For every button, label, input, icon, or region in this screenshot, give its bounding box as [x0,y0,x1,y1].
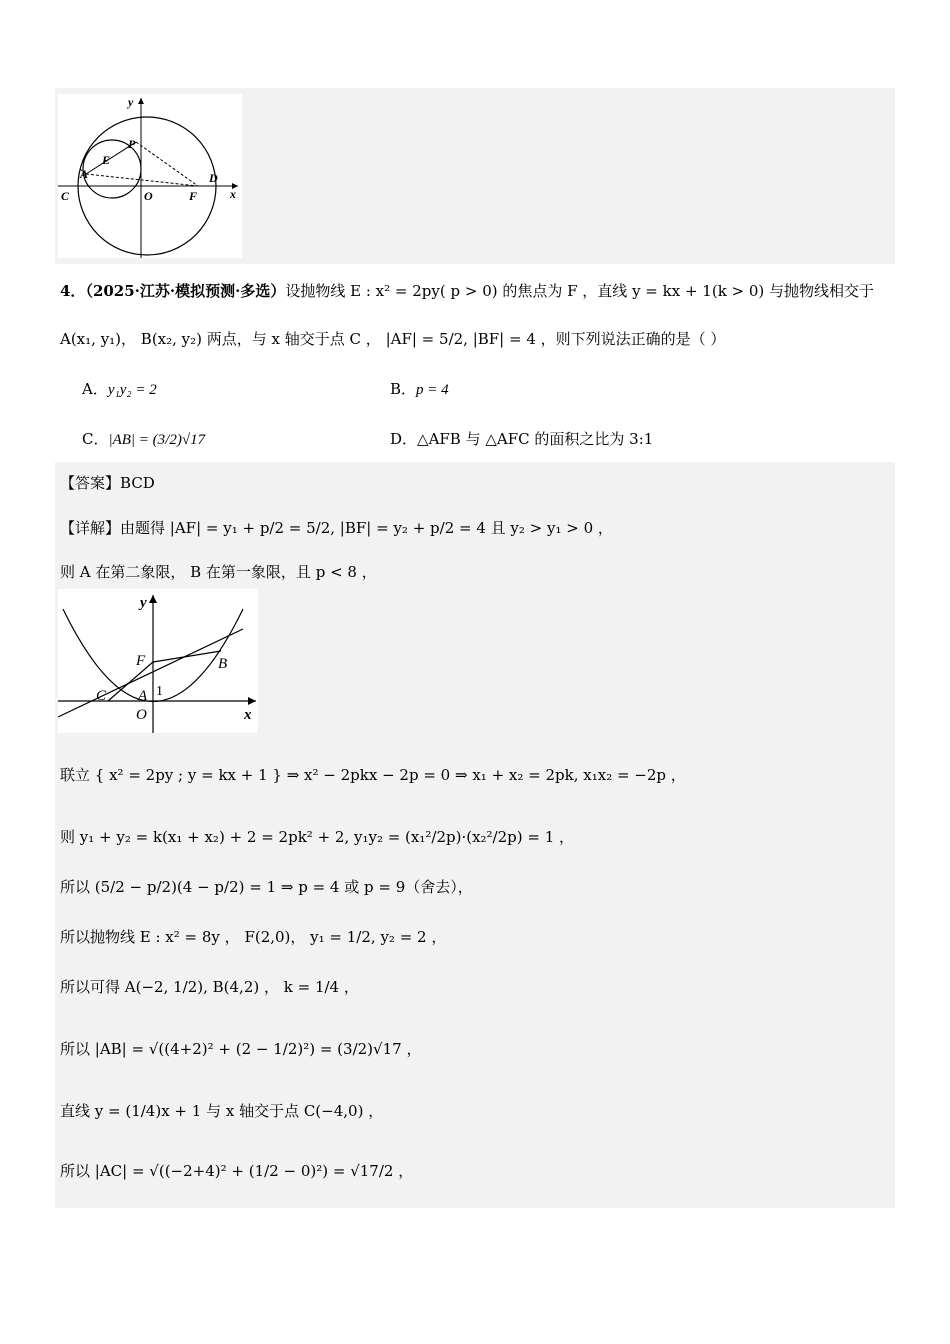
solution-line-10: 所以 |AC| = √((−2+4)² + (1/2 − 0)²) = √17/2 ， [60,1162,414,1180]
solution-line-3: 联立 { x² = 2py ; y = kx + 1 } ⇒ x² − 2pkx − 2p = 0 ⇒ x₁ + x₂ = 2pk, x₁x₂ = −2p ， [60,766,686,784]
fig2-label-x: x [244,707,252,723]
solution-line-7: 所以可得 A(−2, 1/2), B(4,2) ， k = 1/4 ， [60,978,359,996]
fig1-label-P: P [128,137,136,151]
question-text-1: 设抛物线 E : x² = 2py( p > 0) 的焦点为 F ，直线 y = kx + 1(k > 0) 与抛物线相交于 [285,282,875,300]
fig2-label-F: F [136,653,146,669]
fig1-label-E: E [102,153,111,167]
solution-line-2: 则 A 在第二象限， B 在第一象限，且 p < 8 ， [60,563,377,581]
solution-line-8: 所以 |AB| = √((4+2)² + (2 − 1/2)²) = (3/2)√17 ， [60,1040,422,1058]
solution-line-9: 直线 y = (1/4)x + 1 与 x 轴交于点 C(−4,0) ， [60,1102,384,1120]
fig1-label-F: F [189,189,198,203]
fig2-label-y: y [140,595,147,611]
circle-figure [58,94,242,258]
option-c: C．|AB| = (3/2)√17 [82,430,206,448]
fig2-label-C: C [96,688,107,704]
fig1-label-O: O [144,189,153,203]
solution-line-4: 则 y₁ + y₂ = k(x₁ + x₂) + 2 = 2pk² + 2, y₁y₂ = (x₁²/2p)·(x₂²/2p) = 1 ， [60,828,575,846]
solution-line-6: 所以抛物线 E : x² = 8y ， F(2,0)， y₁ = 1/2, y₂ = 2 ， [60,928,447,946]
question-number: 4． [60,282,86,300]
fig2-label-B: B [218,656,228,672]
solution-label: 【详解】 [60,519,121,537]
fig2-label-A: A [138,688,148,704]
fig2-label-1: 1 [156,684,163,699]
question-line-2 [60,328,725,349]
question-line-1 [60,280,874,301]
fig2-label-O: O [136,707,147,723]
fig1-label-A: A [80,167,89,181]
option-b: B．p = 4 [390,380,449,398]
parabola-figure [58,589,258,733]
answer-line [60,472,155,493]
option-a: A．y₁y₂ = 2 [82,380,157,398]
answer-value: BCD [120,474,155,492]
solution-line-5: 所以 (5/2 − p/2)(4 − p/2) = 1 ⇒ p = 4 或 p = 9（舍去）， [60,878,473,896]
fig1-label-y: y [128,95,134,109]
question-text-2: A(x₁, y₁)， B(x₂, y₂) 两点，与 x 轴交于点 C ， |AF| = 5/2, |BF| = 4 ，则下列说法正确的是（ ） [60,330,726,348]
question-source: （2025·江苏·模拟预测·多选） [85,282,286,300]
fig1-label-x: x [230,187,236,201]
option-d: D．△AFB 与 △AFC 的面积之比为 3:1 [390,430,654,448]
fig1-label-D: D [209,171,218,185]
answer-label: 【答案】 [60,474,121,492]
fig1-label-C: C [61,189,70,203]
solution-line-1: 【详解】由题得 |AF| = y₁ + p/2 = 5/2, |BF| = y₂ + p/2 = 4 且 y₂ > y₁ > 0 ， [60,519,613,537]
